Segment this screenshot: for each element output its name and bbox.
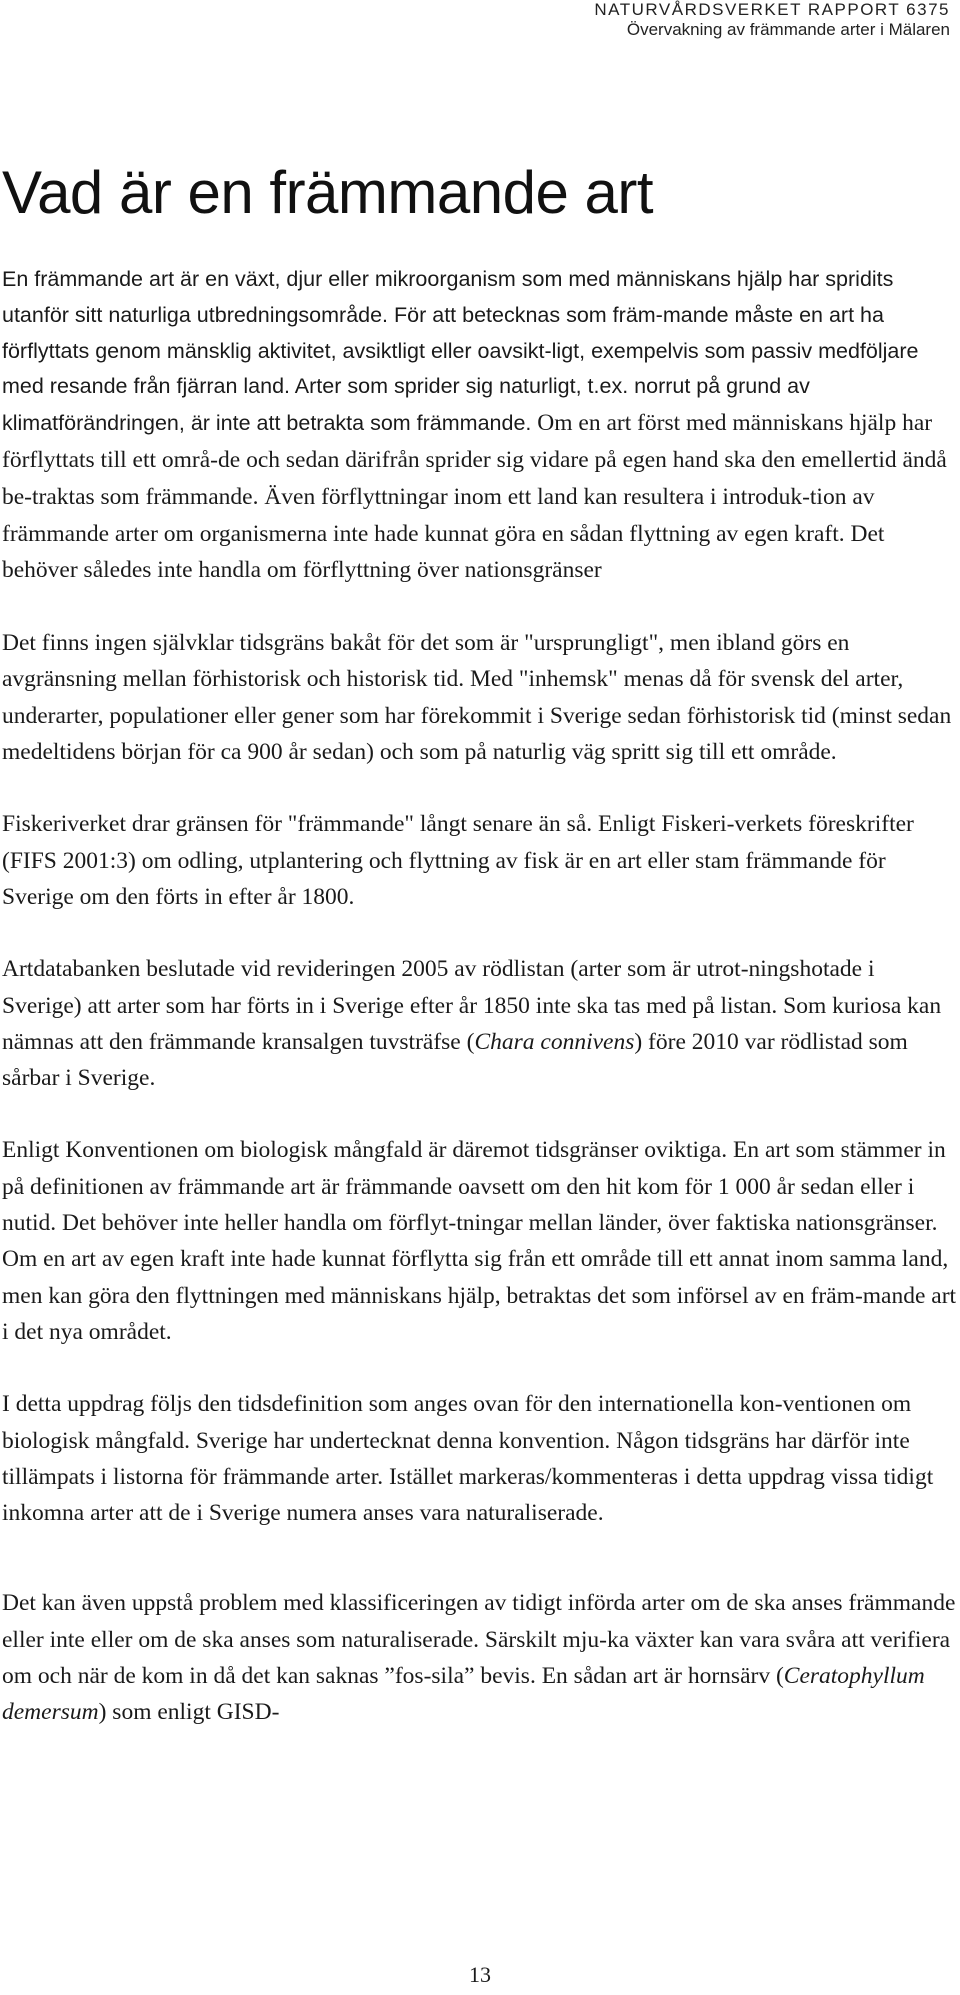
paragraph-definition-part-a: En främmande art är en växt, djur eller mikroorganism som med människans hjälp har spridits utanför sitt naturliga utbredningsområde. För att betecknas som främ-mande måste en art ha förflyttats genom mänsklig aktivitet, avsiktligt eller oavsikt-ligt, exempelvis som passiv medföljare med resande från fjärran land. Arter som sprider sig naturligt, t.ex. norrut på grund av klimatförändringen, är inte att betrakta som främmande. xyxy=(2,267,919,436)
paragraph-artdatabanken xyxy=(2,951,957,1096)
paragraph-classification xyxy=(2,1585,957,1730)
paragraph-definition xyxy=(2,262,957,589)
paragraph-artdatabanken-part-b: ) före 2010 var rödlistad som sårbar i Sverige. xyxy=(2,1028,908,1092)
paragraph-definition-part-b: Om en art först med människans hjälp har förflyttats till ett områ-de och sedan därifrån sprider sig vidare på egen hand ska den emellertid ändå be-traktas som främmande. Även förflyttningar inom ett land kan resultera i introduk-tion av främmande arter om organismerna inte hade kunnat göra en sådan flyttning av egen kraft. Det behöver således inte handla om förflyttning över nationsgränser xyxy=(2,410,947,584)
paragraph-time-limit: Det finns ingen självklar tidsgräns bakåt för det som är "ursprungligt", men ibland görs en avgränsning mellan förhistorisk och historisk tid. Med "inhemsk" menas då för svensk del arter, underarter, populationer eller gener som har förekommit i Sverige sedan förhistorisk tid (minst sedan medeltidens början för ca 900 år sedan) och som på naturlig väg spritt sig till ett område. xyxy=(2,630,952,766)
paragraph-fiskeriverket: Fiskeriverket drar gränsen för "främmande" långt senare än så. Enligt Fiskeri-verkets föreskrifter (FIFS 2001:3) om odling, utplantering och flyttning av fisk är en art eller stam främmande för Sverige om den förts in efter år 1800. xyxy=(2,811,914,910)
report-title: Övervakning av främmande arter i Mälaren xyxy=(626,20,950,39)
report-series-title: NATURVÅRDSVERKET RAPPORT 6375 xyxy=(594,0,950,19)
body-text xyxy=(2,262,957,1731)
paragraph-artdatabanken-part-a: Artdatabanken beslutade vid revideringen 2005 av rödlistan (arter som är utrot-ningshotade i Sverige) att arter som har förts in i Sverige efter år 1850 inte ska tas med på listan. Som kuriosa kan nämnas att den främmande kransalgen tuvsträfse ( xyxy=(2,956,942,1055)
paragraph-convention: Enligt Konventionen om biologisk mångfald är däremot tidsgränser oviktiga. En art som stämmer in på definitionen av främmande art är främmande oavsett om den hit kom för 1 000 år sedan eller i nutid. Det behöver inte heller handla om förflyt-tningar mellan länder, över faktiska nationsgränser. Om en art av egen kraft inte hade kunnat förflytta sig från ett område till ett annat inom samma land, men kan göra den flyttningen med människans hjälp, betraktas det som införsel av en främ-mande art i det nya området. xyxy=(2,1137,957,1345)
paragraph-classification-part-a: Det kan även uppstå problem med klassificeringen av tidigt införda arter om de ska anses främmande eller inte eller om de ska anses som naturaliserade. Särskilt mju-ka växter kan vara svåra att verifiera om och när de kom in då det kan saknas ”fos-sila” bevis. En sådan art är hornsärv ( xyxy=(2,1590,956,1689)
running-header xyxy=(594,0,950,40)
species-name-ceratophyllum: Ceratophyllum demersum xyxy=(2,1663,925,1726)
paragraph-classification-part-b: ) som enligt GISD- xyxy=(98,1699,280,1726)
section-heading: Vad är en främmande art xyxy=(2,159,654,226)
page-number: 13 xyxy=(469,1962,491,1987)
species-name-chara: Chara connivens xyxy=(474,1028,635,1055)
paragraph-assignment: I detta uppdrag följs den tidsdefinition som anges ovan för den internationella kon-ventionen om biologisk mångfald. Sverige har undertecknat denna konvention. Någon tidsgräns har därför inte tillämpats i listorna för främmande arter. Istället markeras/kommenteras i detta uppdrag vissa tidigt inkomna arter att de i Sverige numera anses vara naturaliserade. xyxy=(2,1391,934,1527)
